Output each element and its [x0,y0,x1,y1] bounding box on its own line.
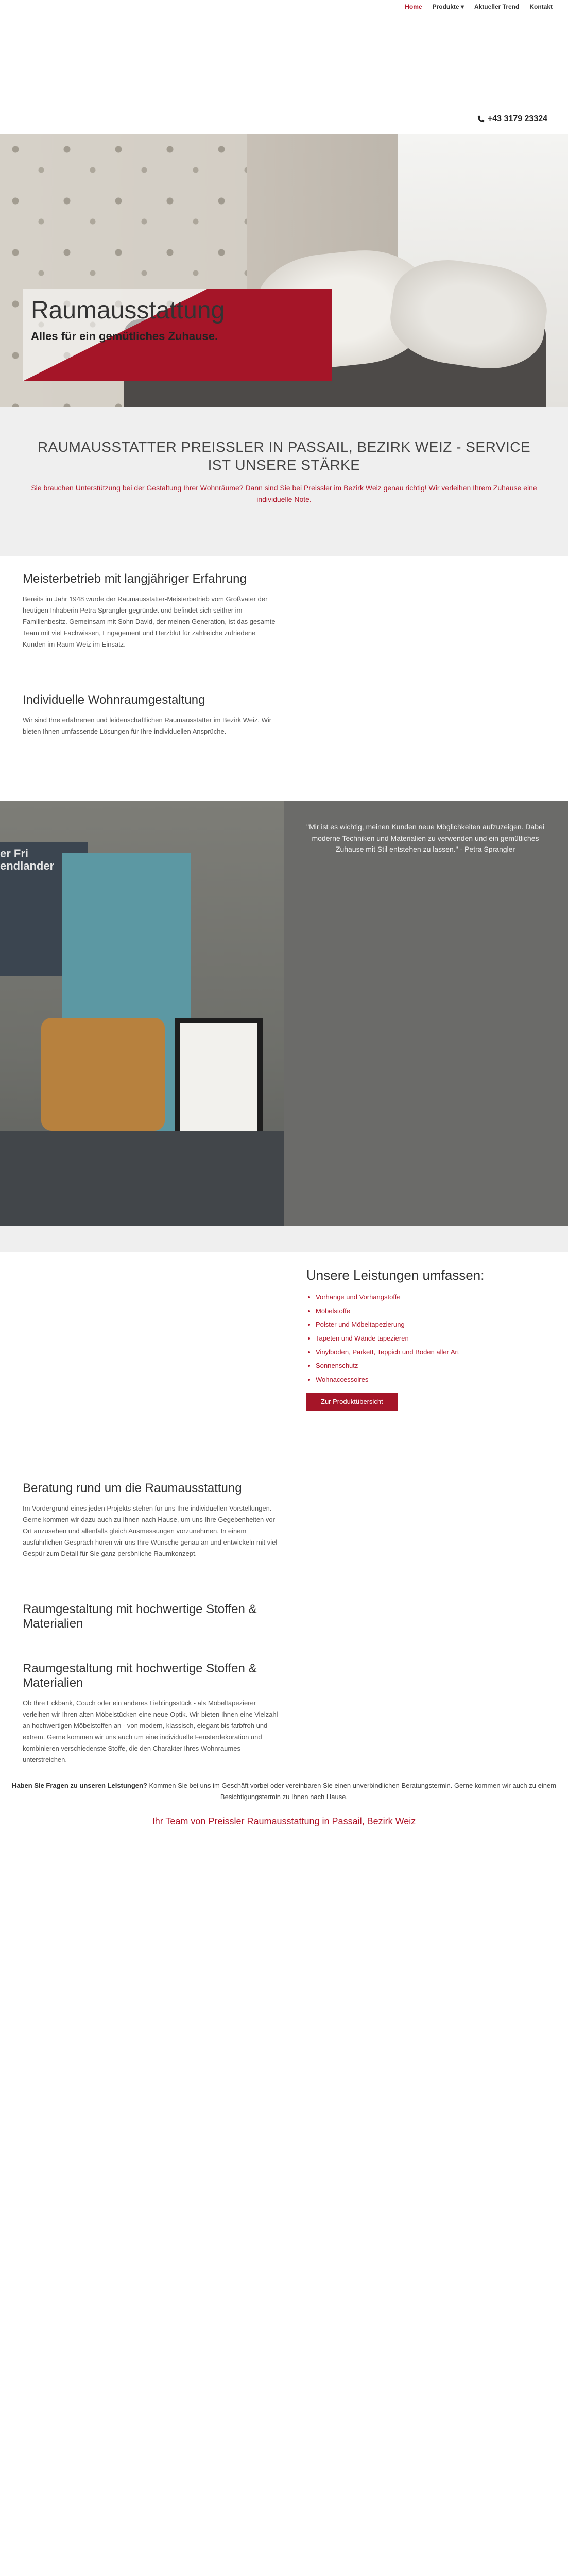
raum-section [23,1662,280,1766]
quote-panel [284,801,568,1226]
intro-heading: RAUMAUSSTATTER PREISSLER IN PASSAIL, BEZIRK WEIZ - SERVICE IST UNSERE STÄRKE [37,439,531,473]
top-nav [0,0,568,15]
phone-number: +43 3179 23324 [487,114,547,123]
beratung-text: Im Vordergrund eines jeden Projekts stehen für uns Ihre individuellen Vorstellungen. Gerne kommen wir dazu auch zu Ihnen nach Hause, um uns Ihre Gegebenheiten vor Ort anzusehen und allenfalls gleich Ausmessungen vorzunehmen. In einem ausführlichen Gespräch hören wir uns Ihre Wünsche genau an und entwickeln mit viel Gespür zum Detail für Sie ganz persönliche Raumkonzept. [23,1504,278,1558]
services-list [306,1291,543,1386]
stoffe-heading: Raumgestaltung mit hochwertige Stoffen & Materialien [23,1602,257,1631]
individuell-heading: Individuelle Wohnraumgestaltung [23,693,205,707]
product-overview-button[interactable]: Zur Produktübersicht [306,1393,398,1411]
photo-shelf-text: er Fri endlander [0,847,55,873]
meister-text: Bereits im Jahr 1948 wurde der Raumausstatter-Meisterbetrieb vom Großvater der heutigen Inhaberin Petra Sprangler gegründet und befindet sich seither im Familienbesitz. Gemeinsam mit Sohn David, der meinen Generation, ist das gesamte Team mit viel Fachwissen, Engagement und Herzblut für zahlreiche zufriedene Kunden im Raum Weiz im Einsatz. [23,595,276,649]
service-item[interactable]: • Sonnenschutz [316,1359,543,1373]
phone-link[interactable] [477,114,547,124]
photo-chair [41,1018,165,1131]
quote-text: "Mir ist es wichtig, meinen Kunden neue Möglichkeiten aufzuzeigen. Dabei moderne Techniken und Materialien zu verwenden und ein gemütliches Zuhause mit Stil entstehen zu lassen." - Petra Sprangler [306,823,544,854]
nav-item-produkte-label: Produkte [432,3,459,10]
invite-bold: Haben Sie Fragen zu unseren Leistungen? [11,1782,147,1789]
beratung-heading: Beratung rund um die Raumausstattung [23,1481,242,1495]
photo-frame [175,1018,263,1136]
chevron-down-icon: ▾ [459,3,464,10]
stoffe-section [23,1602,280,1631]
hero-title: Raumausstattung [31,297,225,324]
meister-heading: Meisterbetrieb mit langjähriger Erfahrung [23,572,247,586]
nav-item-kontakt[interactable]: Kontakt [529,3,553,10]
individuell-section [23,693,280,737]
individuell-text: Wir sind Ihre erfahrenen und leidenschaftlichen Raumausstatter im Bezirk Weiz. Wir bieten Ihnen umfassende Lösungen für Ihre individuellen Ansprüche. [23,716,272,736]
intro-text: Sie brauchen Unterstützung bei der Gestaltung Ihrer Wohnräume? Dann sind Sie bei Preissler im Bezirk Weiz genau richtig! Wir verleihen Ihrem Zuhause eine individuelle Note. [31,484,537,504]
nav-item-aktueller-trend[interactable]: Aktueller Trend [474,3,520,10]
stoffe-text: Ob Ihre Eckbank, Couch oder ein anderes Lieblingsstück - als Möbeltapezierer verleihen wir Ihren alten Möbelstücken eine neue Optik. Wir bieten Ihnen eine Vielzahl an hochwertigen Möbelstoffen an - von modern, klassisch, elegant bis farbfroh und extrem. Gerne kommen wir uns auch um eine individuelle Fensterdekoration und kombinieren verschiedenste Stoffe, die den Charakter Ihres Wohnraumes unterstreichen. [23,1699,278,1764]
nav-item-home[interactable]: Home [405,3,422,10]
service-item[interactable]: • Wohnaccessoires [316,1373,543,1387]
service-item[interactable]: • Vorhänge und Vorhangstoffe [316,1291,543,1304]
photo-block [0,801,568,1226]
raum-heading: Raumgestaltung mit hochwertige Stoffen & Materialien [23,1662,257,1690]
team-signature: Ihr Team von Preissler Raumausstattung in Passail, Bezirk Weiz [152,1816,416,1826]
service-item[interactable]: • Tapeten und Wände tapezieren [316,1332,543,1346]
hero-subtitle: Alles für ein gemütliches Zuhause. [31,330,218,343]
phone-icon [477,115,485,123]
intro-band [0,407,568,556]
service-item[interactable]: • Vinylböden, Parkett, Teppich und Böden aller Art [316,1346,543,1360]
invite-text [0,1780,568,1803]
service-item[interactable]: • Möbelstoffe [316,1304,543,1318]
photo-floor [0,1131,284,1226]
services-heading: Unsere Leistungen umfassen: [306,1267,485,1283]
meister-section [23,572,280,650]
interior-photo [0,801,284,1226]
service-item[interactable]: • Polster und Möbeltapezierung [316,1318,543,1332]
invite-body: Kommen Sie bei uns im Geschäft vorbei oder vereinbaren Sie einen unverbindlichen Beratungstermin. Gerne kommen wir auch zu einem Besichtigungstermin zu Ihnen nach Hause. [147,1782,557,1801]
beratung-section [23,1481,280,1560]
services-section [306,1267,543,1411]
nav-item-produkte[interactable] [433,3,464,10]
divider-band [0,1226,568,1252]
